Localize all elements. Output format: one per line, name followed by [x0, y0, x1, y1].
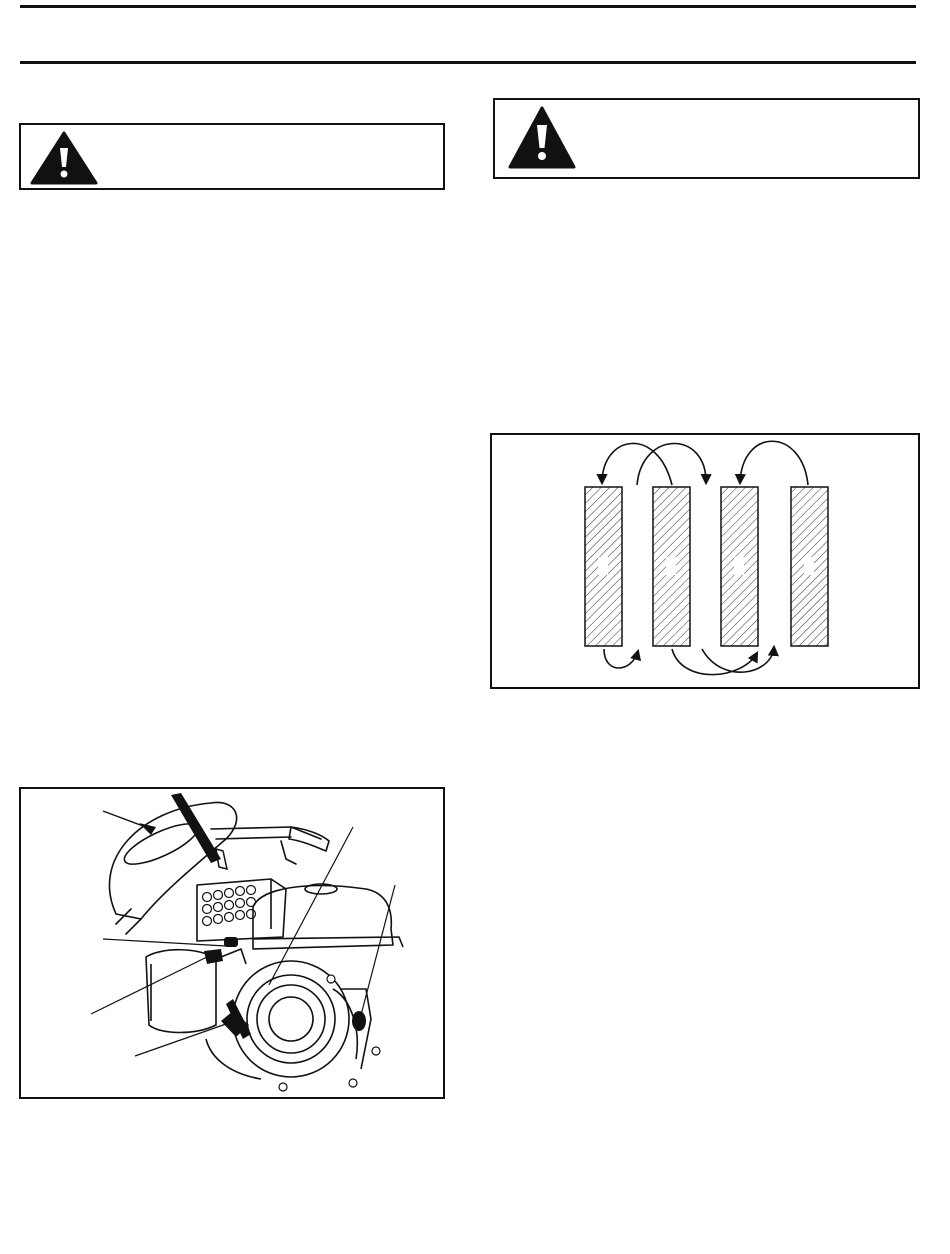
tilling-row-1 — [585, 487, 622, 646]
header-rule-top — [20, 5, 916, 8]
header-rule-bottom — [20, 61, 916, 64]
warning-box-left — [19, 123, 445, 190]
tilling-row-3 — [721, 487, 758, 646]
direction-arrow — [602, 443, 672, 485]
tilling-pattern-figure — [490, 433, 920, 689]
warning-box-right — [493, 98, 920, 179]
tilling-row-2 — [653, 487, 690, 646]
callout-line — [135, 1024, 226, 1056]
direction-arrow — [637, 443, 706, 485]
warning-triangle-icon — [29, 130, 99, 186]
tilling-row-4 — [791, 487, 828, 646]
engine-illustration — [21, 789, 443, 1097]
direction-arrow — [604, 649, 638, 668]
warning-triangle-icon — [507, 105, 577, 171]
tilling-rows-diagram — [492, 435, 918, 687]
callout-line — [361, 885, 395, 1015]
engine-controls-figure — [19, 787, 445, 1099]
direction-arrow — [740, 441, 808, 485]
callout-line — [269, 827, 353, 985]
direction-arrow — [672, 649, 757, 675]
